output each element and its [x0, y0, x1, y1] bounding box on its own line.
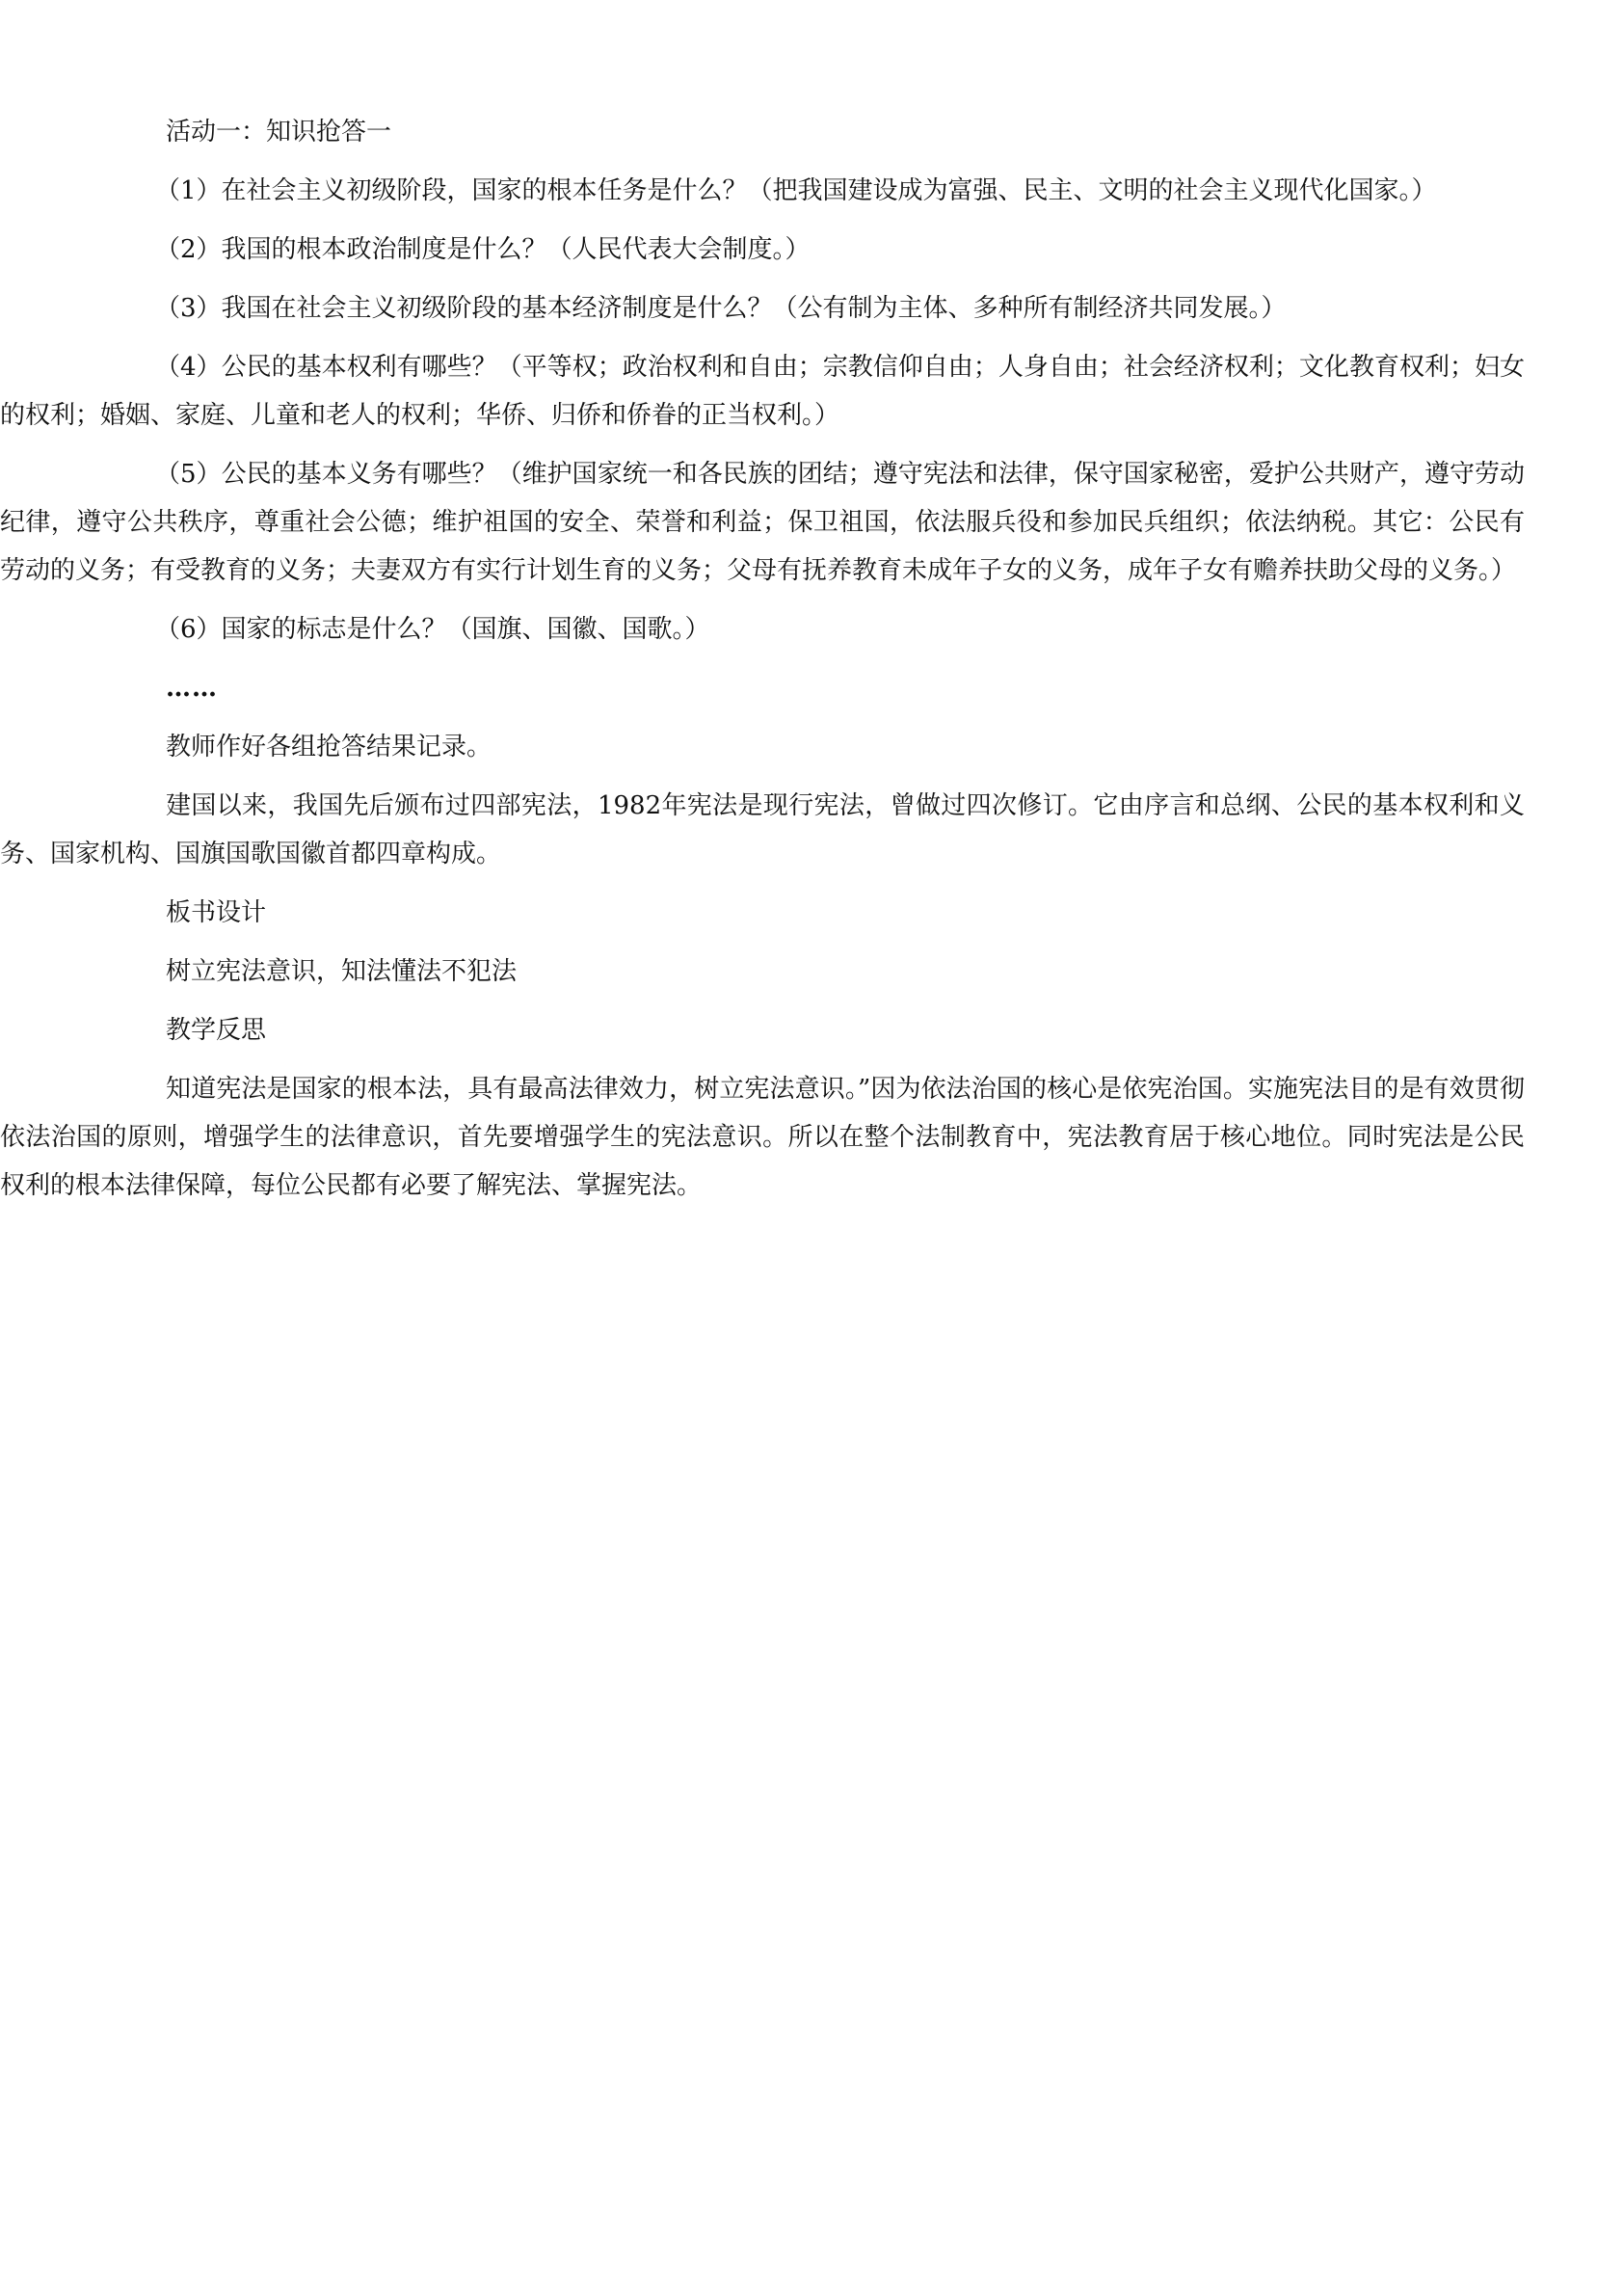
- board-design-content: 树立宪法意识，知法懂法不犯法: [166, 957, 518, 986]
- board-design-heading: 板书设计: [166, 898, 267, 927]
- question-2: （2）我国的根本政治制度是什么？（人民代表大会制度。）: [155, 235, 811, 264]
- ellipsis: ……: [166, 674, 218, 703]
- document-page: [0, 108, 1525, 1220]
- teacher-note: 教师作好各组抢答结果记录。: [166, 733, 492, 761]
- question-6: （6）国家的标志是什么？（国旗、国徽、国歌。）: [155, 615, 710, 644]
- constitution-history: 建国以来，我国先后颁布过四部宪法，1982年宪法是现行宪法，曾做过四次修订。它由序言和总纲、公民的基本权利和义务、国家机构、国旗国歌国徽首都四章构成。: [0, 791, 1525, 868]
- reflection-content: 知道宪法是国家的根本法，具有最高法律效力，树立宪法意识。”因为依法治国的核心是依宪治国。实施宪法目的是有效贯彻依法治国的原则，增强学生的法律意识，首先要增强学生的宪法意识。所以在整个法制教育中，宪法教育居于核心地位。同时宪法是公民权利的根本法律保障，每位公民都有必要了解宪法、掌握宪法。: [0, 1075, 1525, 1200]
- activity-title: 活动一：知识抢答一: [166, 118, 392, 147]
- reflection-heading: 教学反思: [166, 1016, 267, 1045]
- question-3: （3）我国在社会主义初级阶段的基本经济制度是什么？（公有制为主体、多种所有制经济共同发展。）: [155, 294, 1287, 323]
- question-4: （4）公民的基本权利有哪些？（平等权；政治权利和自由；宗教信仰自由；人身自由；社会经济权利；文化教育权利；妇女的权利；婚姻、家庭、儿童和老人的权利；华侨、归侨和侨眷的正当权利。）: [0, 353, 1525, 430]
- question-5: （5）公民的基本义务有哪些？（维护国家统一和各民族的团结；遵守宪法和法律，保守国家秘密，爱护公共财产，遵守劳动纪律，遵守公共秩序，尊重社会公德；维护祖国的安全、荣誉和利益；保卫祖国，依法服兵役和参加民兵组织；依法纳税。其它：公民有劳动的义务；有受教育的义务；夫妻双方有实行计划生育的义务；父母有抚养教育未成年子女的义务，成年子女有赡养扶助父母的义务。）: [0, 460, 1525, 585]
- question-1: （1）在社会主义初级阶段，国家的根本任务是什么？（把我国建设成为富强、民主、文明的社会主义现代化国家。）: [155, 176, 1437, 205]
